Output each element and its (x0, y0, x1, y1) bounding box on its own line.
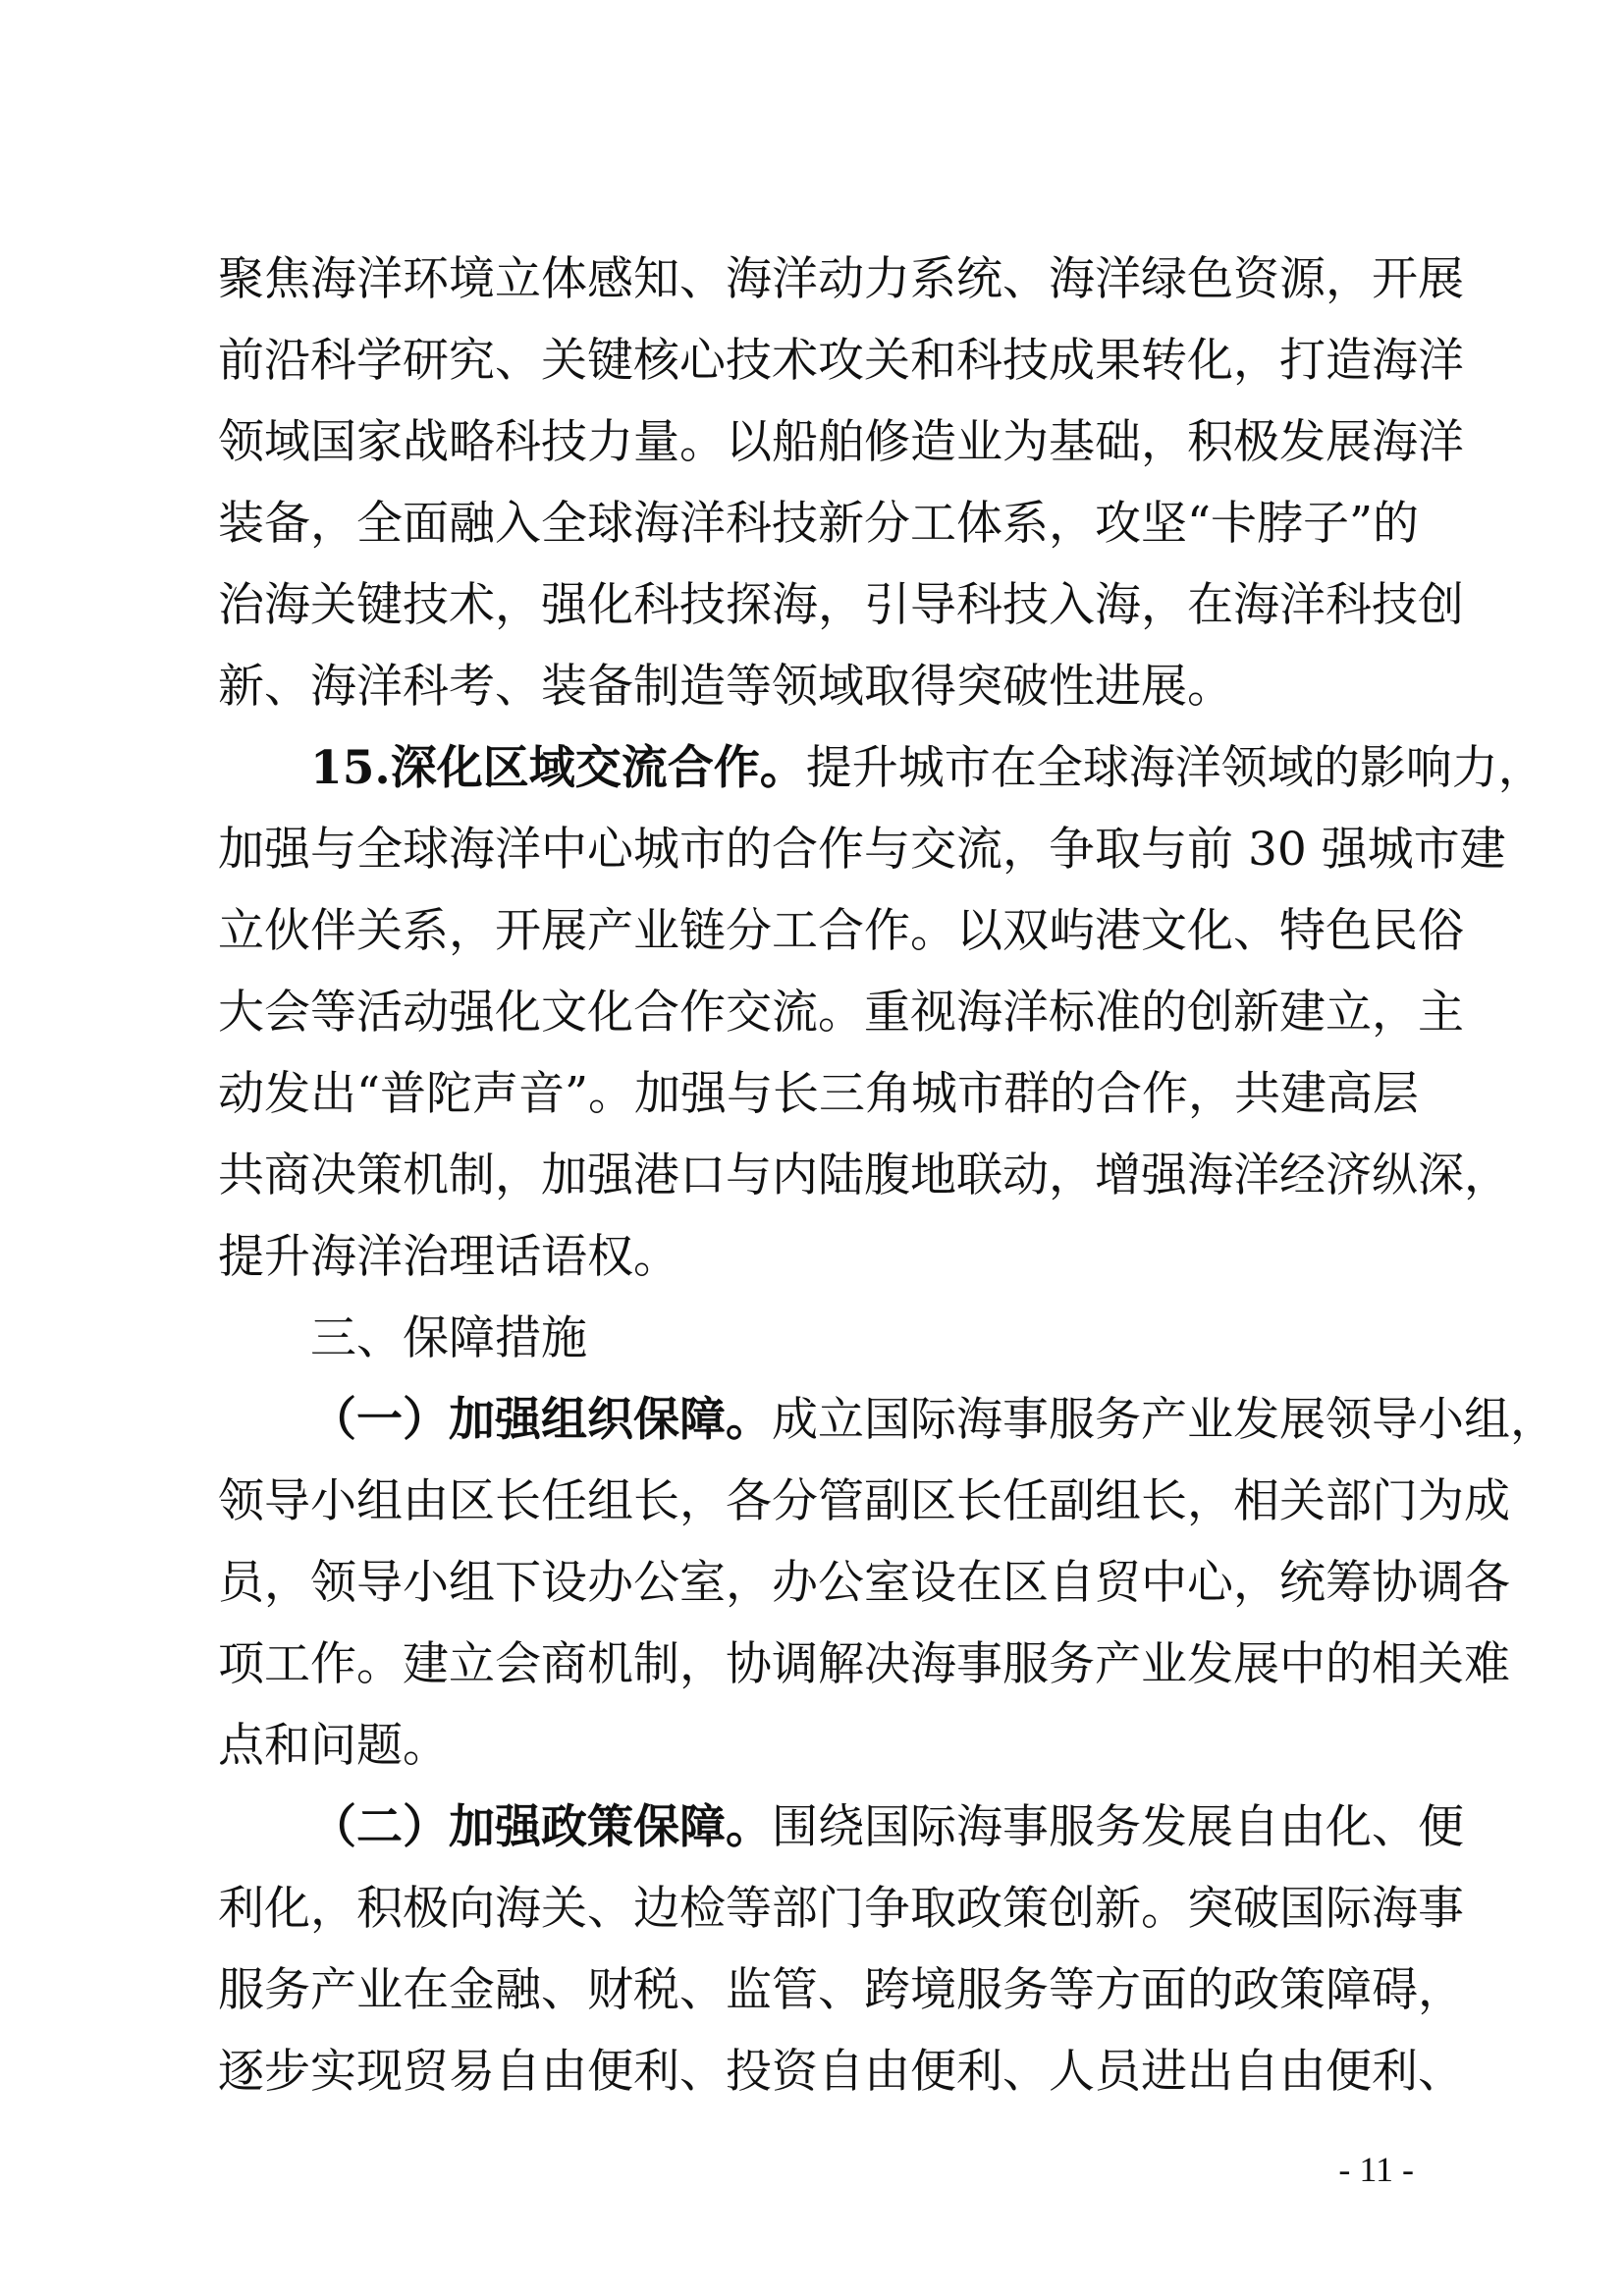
text-line: 领导小组由区长任组长，各分管副区长任副组长，相关部门为成 (218, 1474, 1510, 1528)
document-body (218, 239, 1556, 2112)
text-line: 共商决策机制，加强港口与内陆腹地联动，增强海洋经济纵深， (218, 1148, 1510, 1202)
paragraph (218, 1787, 1464, 2112)
text-line: 利化，积极向海关、边检等部门争取政策创新。突破国际海事 (218, 1882, 1464, 1936)
page-number: - 11 - (1338, 2150, 1414, 2189)
paragraph-heading: （一）加强组织保障。 (310, 1393, 772, 1447)
paragraph (218, 1379, 1556, 1787)
text-line: 聚焦海洋环境立体感知、海洋动力系统、海洋绿色资源，开展 (218, 252, 1464, 306)
paragraph-first-line (218, 1787, 1464, 1868)
text-line: 点和问题。 (218, 1719, 449, 1773)
text-line: 治海关键技术，强化科技探海，引导科技入海，在海洋科技创 (218, 578, 1464, 632)
text-line: 前沿科学研究、关键核心技术攻关和科技成果转化，打造海洋 (218, 334, 1464, 388)
paragraph (218, 239, 1464, 727)
text-line: 项工作。建立会商机制，协调解决海事服务产业发展中的相关难 (218, 1637, 1510, 1691)
paragraph-text: 围绕国际海事服务发展自由化、便 (772, 1800, 1464, 1854)
text-line: 服务产业在金融、财税、监管、跨境服务等方面的政策障碍， (218, 1963, 1464, 2017)
text-line: 动发出“普陀声音”。加强与长三角城市群的合作，共建高层 (218, 1067, 1420, 1121)
section-heading: 三、保障措施 (310, 1311, 587, 1365)
paragraph (218, 727, 1544, 1298)
paragraph-text: 成立国际海事服务产业发展领导小组， (772, 1393, 1556, 1447)
text-line: 大会等活动强化文化合作交流。重视海洋标准的创新建立，主 (218, 986, 1464, 1040)
text-line: 加强与全球海洋中心城市的合作与交流，争取与前 30 强城市建 (218, 823, 1506, 877)
paragraph-heading: 15.深化区域交流合作。 (310, 741, 806, 795)
text-line: 员，领导小组下设办公室，办公室设在区自贸中心，统筹协调各 (218, 1556, 1510, 1610)
paragraph-text: 提升城市在全球海洋领域的影响力， (805, 741, 1544, 795)
paragraph-first-line (218, 727, 1544, 809)
text-line: 领域国家战略科技力量。以船舶修造业为基础，积极发展海洋 (218, 415, 1464, 469)
text-line: 提升海洋治理话语权。 (218, 1230, 679, 1284)
paragraph-heading: （二）加强政策保障。 (310, 1800, 772, 1854)
paragraph-first-line (218, 1379, 1556, 1461)
text-line: 新、海洋科考、装备制造等领域取得突破性进展。 (218, 660, 1233, 714)
text-line: 立伙伴关系，开展产业链分工合作。以双屿港文化、特色民俗 (218, 904, 1464, 958)
text-line: 装备，全面融入全球海洋科技新分工体系，攻坚“卡脖子”的 (218, 497, 1420, 551)
text-line: 逐步实现贸易自由便利、投资自由便利、人员进出自由便利、 (218, 2045, 1464, 2099)
